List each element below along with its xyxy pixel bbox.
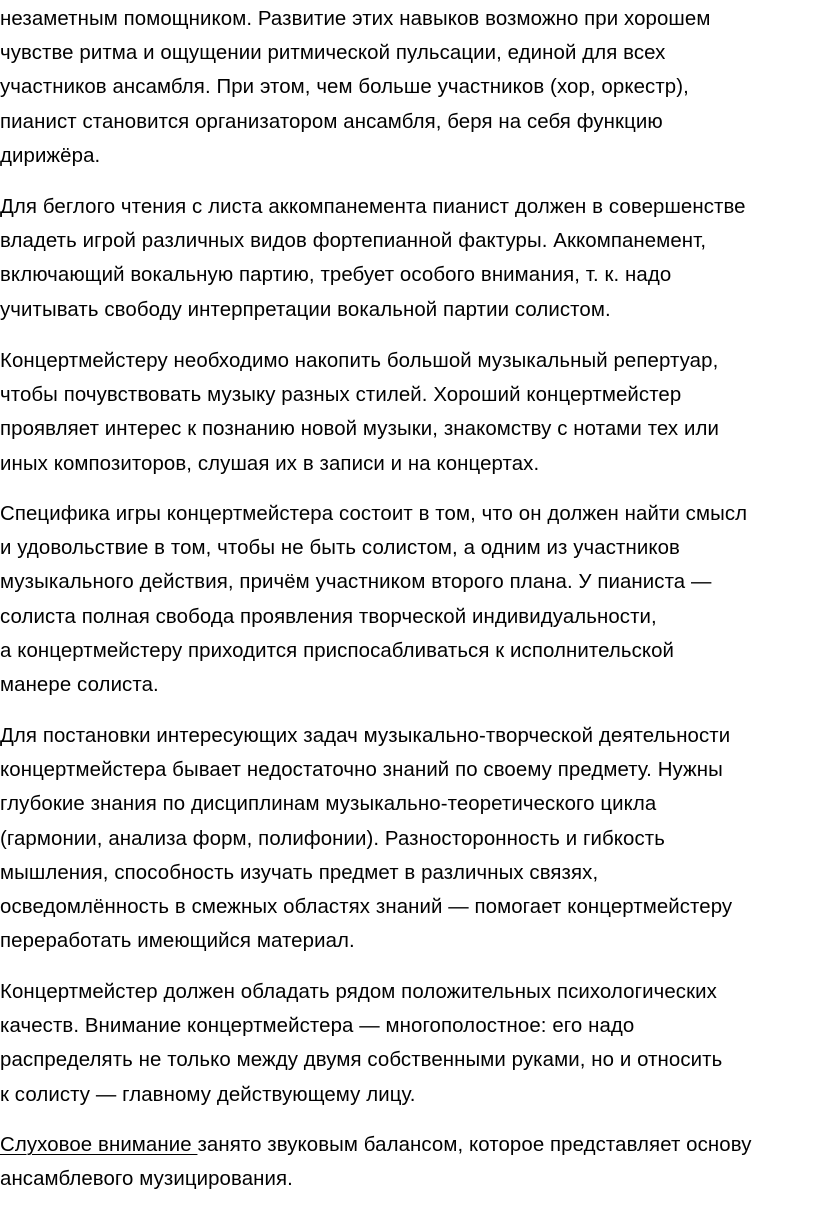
text-line: распределять не только между двумя собственными руками, но и относить [0,1048,723,1072]
text-line: включающий вокальную партию, требует особого внимания, т. к. надо [0,263,672,287]
text-line: переработать имеющийся материал. [0,929,355,953]
text-line-rest: занято звуковым балансом, которое представляет основу [197,1133,752,1156]
text-line: осведомлённость в смежных областях знаний — помогает концертмейстеру [0,894,733,918]
paragraph-3 [0,344,816,481]
text-line: чувстве ритма и ощущении ритмической пульсации, единой для всех [0,41,666,65]
text-line: иных композиторов, слушая их в записи и на концертах. [0,451,540,475]
text-line: Для беглого чтения с листа аккомпанемента пианист должен в совершенстве [0,195,746,218]
text-line: манере солиста. [0,672,159,696]
text-line: ансамблевого музицирования. [0,1167,293,1191]
text-line: Специфика игры концертмейстера состоит в том, что он должен найти смысл [0,502,748,525]
text-line: чтобы почувствовать музыку разных стилей. Хороший концертмейстер [0,383,682,407]
text-line: к солисту — главному действующему лицу. [0,1082,416,1106]
text-line: глубокие знания по дисциплинам музыкально-теоретического цикла [0,792,657,816]
text-line: участников ансамбля. При этом, чем больше участников (хор, оркестр), [0,75,689,99]
text-line: солиста полная свобода проявления творческой индивидуальности, [0,604,657,628]
text-line: учитывать свободу интерпретации вокальной партии солистом. [0,297,611,321]
text-line: а концертмейстеру приходится приспосабливаться к исполнительской [0,638,675,662]
text-line: качеств. Внимание концертмейстера — многополостное: его надо [0,1014,635,1038]
text-line: Концертмейстер должен обладать рядом положительных психологических [0,980,717,1003]
paragraph-1 [0,2,816,173]
paragraph-7 [0,1128,816,1196]
paragraph-5 [0,719,816,958]
text-line: владеть игрой различных видов фортепианной фактуры. Аккомпанемент, [0,229,707,253]
paragraph-2 [0,190,816,327]
text-line: Концертмейстеру необходимо накопить большой музыкальный репертуар, [0,349,719,372]
text-line: концертмейстера бывает недостаточно знаний по своему предмету. Нужны [0,758,723,782]
text-line: Для постановки интересующих задач музыкально-творческой деятельности [0,724,731,747]
underlined-term: Слуховое внимание [0,1133,198,1156]
text-line: пианист становится организатором ансамбля, беря на себя функцию [0,109,663,133]
text-line: мышления, способность изучать предмет в различных связях, [0,860,599,884]
text-line: (гармонии, анализа форм, полифонии). Разносторонность и гибкость [0,826,665,850]
paragraph-4 [0,497,816,702]
text-line: незаметным помощником. Развитие этих навыков возможно при хорошем [0,7,711,30]
paragraph-6 [0,975,816,1112]
text-line: музыкального действия, причём участником второго плана. У пианиста — [0,570,712,594]
text-line [0,1128,812,1162]
text-line: проявляет интерес к познанию новой музыки, знакомству с нотами тех или [0,417,719,441]
text-line: и удовольствие в том, чтобы не быть солистом, а одним из участников [0,536,680,560]
text-line: дирижёра. [0,143,101,167]
